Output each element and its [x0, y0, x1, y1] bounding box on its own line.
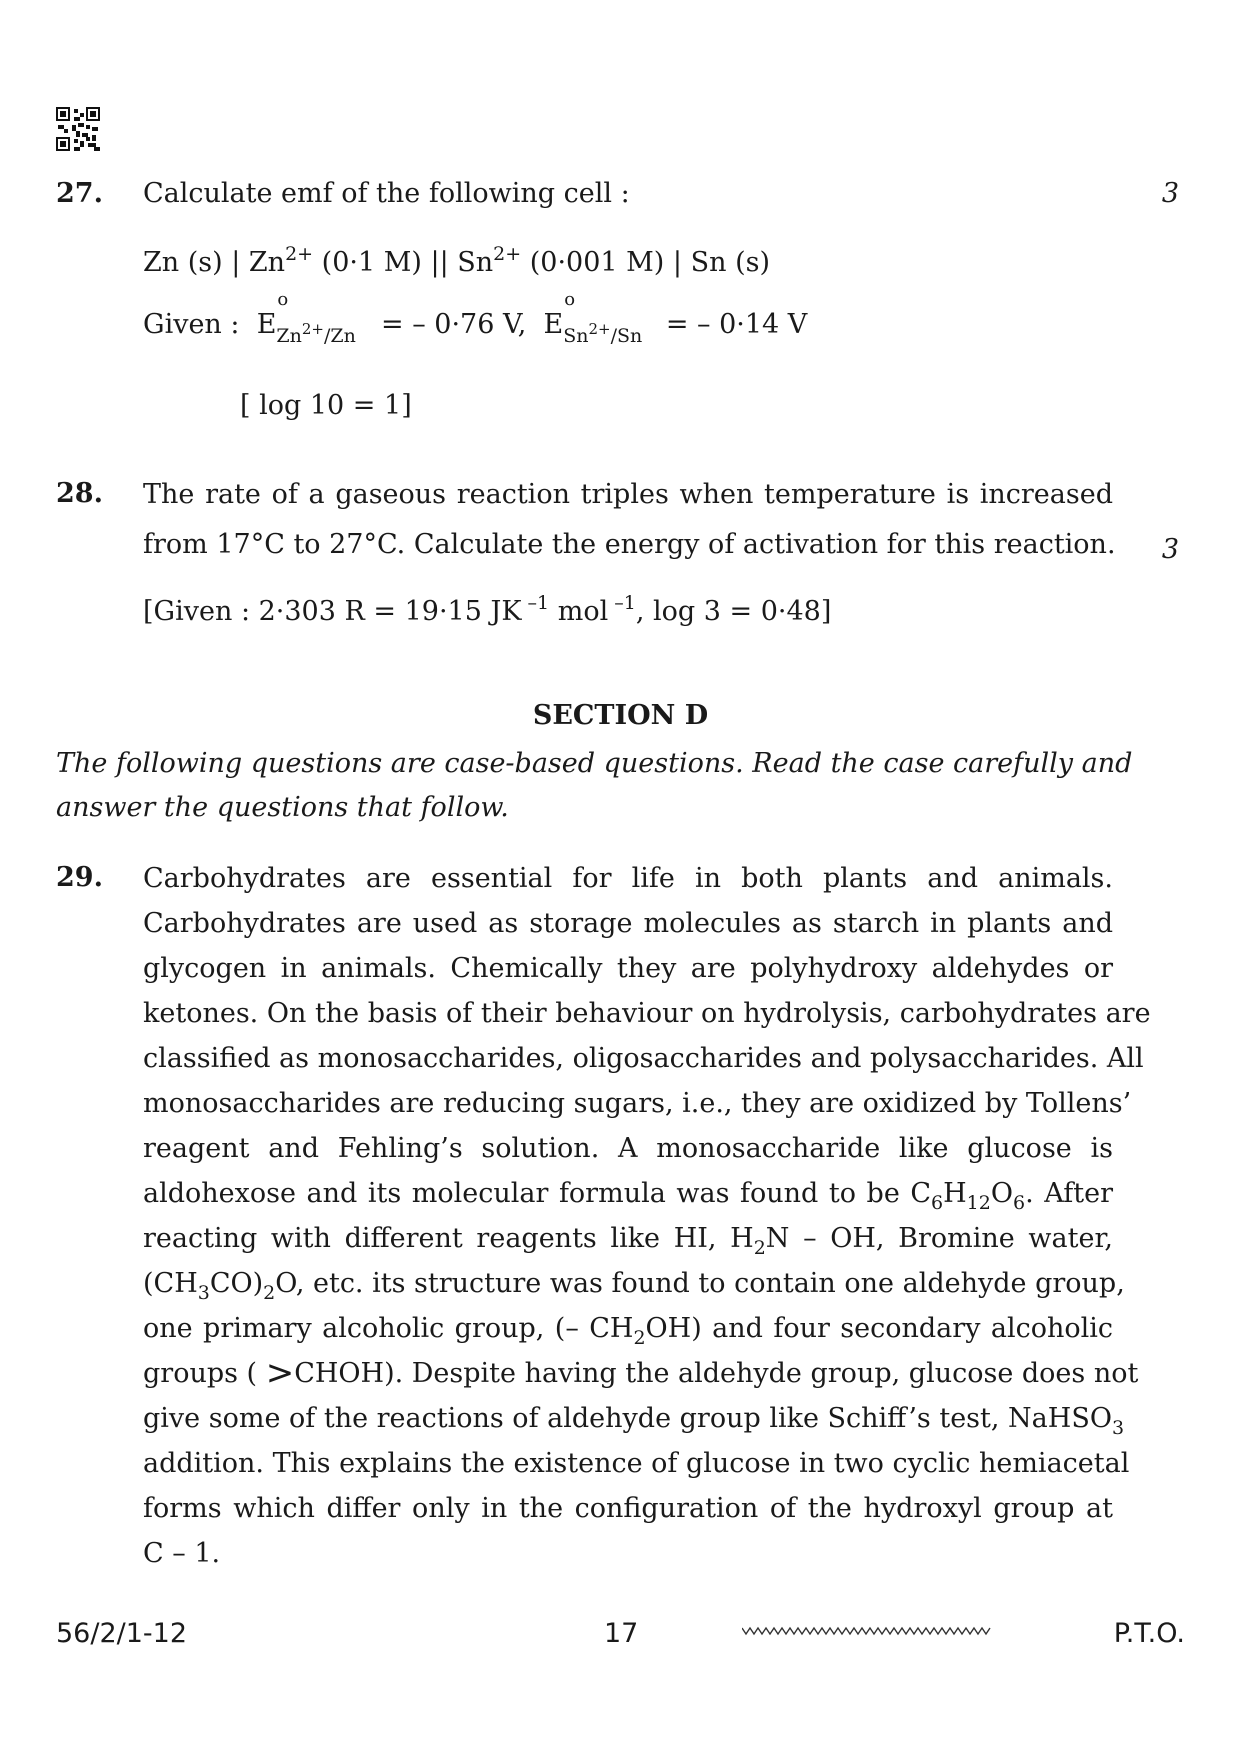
q29-line: monosaccharides are reducing sugars, i.e., they are oxidized by Tollens’	[143, 1088, 1132, 1119]
question-28-body	[143, 472, 1116, 584]
q29-line: give some of the reactions of aldehyde group like Schiff’s test, NaHSO$_3$	[143, 1403, 1125, 1439]
given-potentials: Given : E o $Zn^{2+}/Zn$ = – 0·76 V, E o $Sn^{2+}/Sn$ = – 0·14 V	[143, 289, 808, 347]
question-number-28: 28.	[56, 478, 103, 509]
cell-notation: Zn (s) | $Zn^{2+}$ (0·1 M) || $Sn^{2+}$ (0·001 M) | Sn (s)	[143, 243, 770, 278]
section-instructions: The following questions are case-based questions. Read the case carefully and answer the questions that follow.	[56, 748, 1133, 823]
wavy-line-decoration	[742, 1624, 992, 1638]
qr-code-icon	[56, 107, 100, 151]
question-27-text: Calculate emf of the following cell :	[143, 178, 630, 209]
q29-line: forms which differ only in the configuration of the hydroxyl group at	[143, 1493, 1113, 1524]
section-title: SECTION D	[532, 700, 709, 731]
q28-line-1: The rate of a gaseous reaction triples when temperature is increased	[143, 479, 1113, 510]
paper-code: 56/2/1-12	[56, 1618, 188, 1649]
q29-line: aldohexose and its molecular formula was found to be $C_6H_{12}O_6$. After	[143, 1178, 1113, 1214]
q29-line: Carbohydrates are essential for life in both plants and animals.	[143, 863, 1113, 894]
question-27-marks: 3	[1161, 178, 1179, 209]
q29-line: C – 1.	[143, 1538, 221, 1569]
q29-line: one primary alcoholic group, (– $CH_2OH$) and four secondary alcoholic	[143, 1313, 1113, 1349]
q29-line: reagent and Fehling’s solution. A monosaccharide like glucose is	[143, 1133, 1113, 1164]
q29-line: ketones. On the basis of their behaviour on hydrolysis, carbohydrates are	[143, 998, 1151, 1029]
q29-line: Carbohydrates are used as storage molecules as starch in plants and	[143, 908, 1113, 939]
question-number-27: 27.	[56, 178, 103, 209]
please-turn-over: P.T.O.	[1113, 1618, 1185, 1649]
q29-line: $(CH_3CO)_2O$, etc. its structure was found to contain one aldehyde group,	[143, 1268, 1125, 1304]
question-28-marks: 3	[1161, 534, 1179, 565]
q29-line: addition. This explains the existence of glucose in two cyclic hemiacetal	[143, 1448, 1130, 1479]
q28-line-2: from 17°C to 27°C. Calculate the energy of activation for this reaction.	[143, 529, 1116, 560]
question-29-body	[143, 856, 1151, 1576]
question-number-29: 29.	[56, 862, 103, 893]
log-note: [ log 10 = 1]	[240, 390, 412, 421]
q29-line: groups ( >CHOH). Despite having the aldehyde group, glucose does not	[143, 1353, 1139, 1393]
q29-line: glycogen in animals. Chemically they are polyhydroxy aldehydes or	[143, 953, 1113, 984]
q29-line: classified as monosaccharides, oligosaccharides and polysaccharides. All	[143, 1043, 1144, 1074]
q28-given: [Given : 2·303 R = 19·15 JK $^{-1}$ mol $^{-1}$, log 3 = 0·48]	[143, 592, 832, 627]
q29-line: reacting with different reagents like HI, $H_2N$ – OH, Bromine water,	[143, 1223, 1113, 1259]
page-number: 17	[604, 1618, 639, 1649]
